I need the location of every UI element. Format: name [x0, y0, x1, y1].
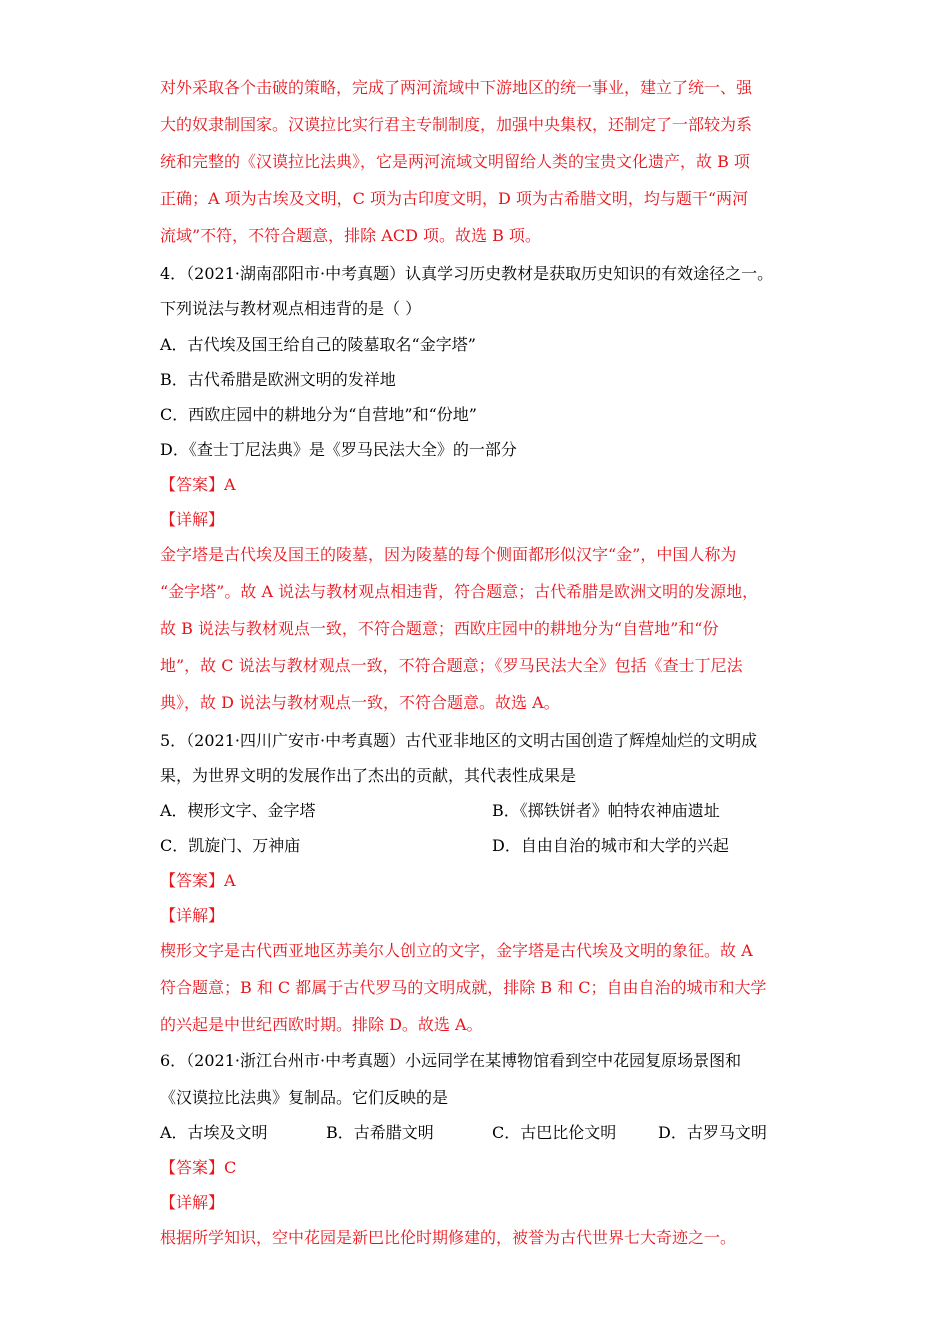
q5-explanation-line: 符合题意；B 和 C 都属于古代罗马的文明成就，排除 B 和 C；自由自治的城市和大学 — [160, 978, 767, 997]
q6-detail-label: 【详解】 — [160, 1193, 225, 1212]
q4-option-d: D．《查士丁尼法典》是《罗马民法大全》的一部分 — [160, 440, 517, 459]
answer-label: 【答案】 — [160, 1158, 225, 1177]
q5-explanation-line: 楔形文字是古代西亚地区苏美尔人创立的文字，金字塔是古代埃及文明的象征。故 A — [160, 941, 753, 960]
answer-label: 【答案】 — [160, 871, 225, 890]
q4-explanation-line: 典》，故 D 说法与教材观点一致，不符合题意。故选 A。 — [160, 693, 560, 712]
q5-option-a: A．楔形文字、金字塔 — [160, 801, 316, 820]
q6-stem-line: 《汉谟拉比法典》复制品。它们反映的是 — [160, 1088, 449, 1107]
answer-label: 【答案】 — [160, 475, 225, 494]
q3-explanation-line: 对外采取各个击破的策略，完成了两河流域中下游地区的统一事业，建立了统一、强 — [160, 78, 753, 97]
answer-value: A — [224, 871, 236, 890]
q4-option-a: A．古代埃及国王给自己的陵墓取名“金字塔” — [160, 335, 476, 354]
q6-answer — [160, 1158, 236, 1178]
answer-value: A — [224, 475, 236, 494]
q5-option-d: D．自由自治的城市和大学的兴起 — [492, 836, 729, 855]
q4-explanation-line: “金字塔”。故 A 说法与教材观点相违背，符合题意；古代希腊是欧洲文明的发源地， — [160, 582, 759, 601]
q5-stem-line: 果，为世界文明的发展作出了杰出的贡献，其代表性成果是 — [160, 766, 577, 785]
q5-answer — [160, 871, 236, 891]
q4-explanation-line: 地”，故 C 说法与教材观点一致，不符合题意；《罗马民法大全》包括《查士丁尼法 — [160, 656, 743, 675]
q4-answer — [160, 475, 236, 495]
answer-value: C — [224, 1158, 237, 1177]
q3-explanation-line: 大的奴隶制国家。汉谟拉比实行君主专制制度，加强中央集权，还制定了一部较为系 — [160, 115, 753, 134]
q6-option-a: A．古埃及文明 — [160, 1123, 268, 1142]
q3-explanation-line: 统和完整的《汉谟拉比法典》，它是两河流域文明留给人类的宝贵文化遗产，故 B 项 — [160, 152, 750, 171]
q5-stem-line: 5．（2021·四川广安市·中考真题）古代亚非地区的文明古国创造了辉煌灿烂的文明成 — [160, 731, 758, 750]
q5-detail-label: 【详解】 — [160, 906, 225, 925]
q4-option-c: C．西欧庄园中的耕地分为“自营地”和“份地” — [160, 405, 477, 424]
q5-option-b: B．《掷铁饼者》帕特农神庙遗址 — [492, 801, 720, 820]
q6-explanation-line: 根据所学知识，空中花园是新巴比伦时期修建的，被誉为古代世界七大奇迹之一。 — [160, 1228, 737, 1247]
q6-option-b: B．古希腊文明 — [326, 1123, 434, 1142]
q6-option-d: D．古罗马文明 — [658, 1123, 767, 1142]
q3-explanation-line: 正确；A 项为古埃及文明，C 项为古印度文明，D 项为古希腊文明，均与题干“两河 — [160, 189, 749, 208]
q5-explanation-line: 的兴起是中世纪西欧时期。排除 D。故选 A。 — [160, 1015, 483, 1034]
q6-stem-line: 6．（2021·浙江台州市·中考真题）小远同学在某博物馆看到空中花园复原场景图和 — [160, 1051, 742, 1070]
q4-option-b: B．古代希腊是欧洲文明的发祥地 — [160, 370, 396, 389]
q5-option-c: C．凯旋门、万神庙 — [160, 836, 301, 855]
q3-explanation-line: 流域”不符，不符合题意，排除 ACD 项。故选 B 项。 — [160, 226, 541, 245]
q4-stem-line: 下列说法与教材观点相违背的是（ ） — [160, 299, 422, 318]
q4-explanation-line: 故 B 说法与教材观点一致，不符合题意；西欧庄园中的耕地分为“自营地”和“份 — [160, 619, 719, 638]
q4-detail-label: 【详解】 — [160, 510, 225, 529]
q6-option-c: C．古巴比伦文明 — [492, 1123, 617, 1142]
q4-explanation-line: 金字塔是古代埃及国王的陵墓，因为陵墓的每个侧面都形似汉字“金”，中国人称为 — [160, 545, 737, 564]
q4-stem-line: 4．（2021·湖南邵阳市·中考真题）认真学习历史教材是获取历史知识的有效途径之一。 — [160, 264, 774, 283]
